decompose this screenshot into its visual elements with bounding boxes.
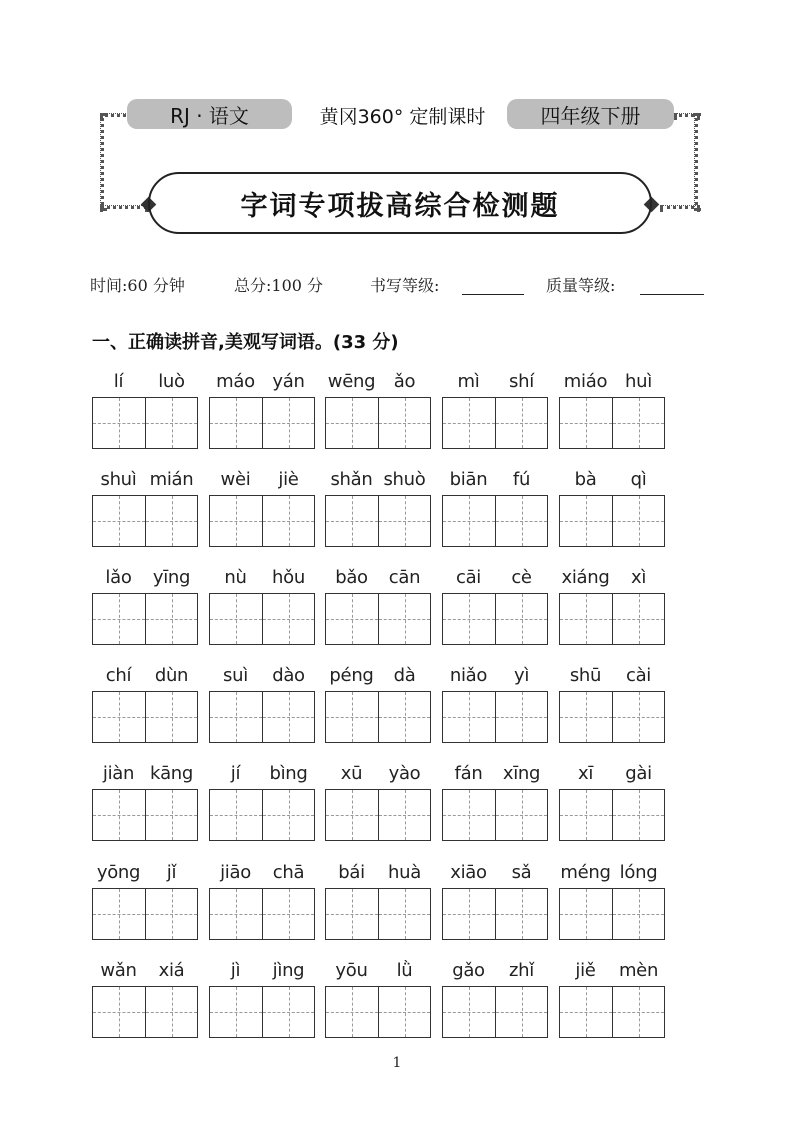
quality-grade-label: 质量等级: [546,276,616,295]
writing-box[interactable] [559,593,665,645]
pinyin-syllable: yì [513,665,530,686]
character-square[interactable] [262,889,314,939]
character-square[interactable] [326,889,378,939]
character-square[interactable] [210,594,262,644]
pinyin-syllable: wēng [327,371,376,392]
character-square[interactable] [612,398,664,448]
writing-box[interactable] [325,397,431,449]
pinyin-label [442,763,548,787]
pinyin-syllable: jiàn [102,763,135,784]
pinyin-syllable: gǎo [452,960,485,981]
character-square[interactable] [93,987,145,1037]
pinyin-syllable: xiáng [561,567,610,588]
character-square[interactable] [560,987,612,1037]
pinyin-syllable: péng [329,665,374,686]
pinyin-syllable: lǎo [105,567,132,588]
writing-grade-label: 书写等级: [370,276,440,295]
character-square[interactable] [378,987,430,1037]
character-square[interactable] [612,790,664,840]
pinyin-syllable: shǎn [330,469,373,490]
character-square[interactable] [326,987,378,1037]
pinyin-label [209,763,315,787]
character-square[interactable] [495,692,547,742]
pinyin-label [325,567,431,591]
pinyin-syllable: jiě [575,960,596,981]
page-number: 1 [392,1055,402,1071]
character-square[interactable] [378,790,430,840]
writing-box[interactable] [325,691,431,743]
pinyin-syllable: cài [625,665,652,686]
total-score-label: 总分:100 分 [234,276,324,295]
pinyin-syllable: yōu [335,960,368,981]
pinyin-syllable: qì [630,469,647,490]
pinyin-label [559,567,665,591]
character-square[interactable] [495,987,547,1037]
pinyin-label [325,371,431,395]
writing-box[interactable] [209,593,315,645]
character-square[interactable] [210,889,262,939]
character-square[interactable] [495,496,547,546]
pinyin-syllable: fán [454,763,483,784]
pinyin-syllable: cè [511,567,532,588]
character-square[interactable] [495,398,547,448]
pinyin-syllable: miáo [563,371,608,392]
pinyin-syllable: niǎo [449,665,488,686]
writing-box[interactable] [92,888,198,940]
writing-box[interactable] [442,495,548,547]
pinyin-label [325,665,431,689]
pinyin-syllable: shū [569,665,602,686]
pinyin-syllable: chí [105,665,132,686]
pinyin-syllable: máo [216,371,255,392]
character-square[interactable] [612,496,664,546]
character-square[interactable] [495,790,547,840]
pinyin-syllable: gài [625,763,652,784]
writing-box[interactable] [442,397,548,449]
pinyin-syllable: yán [272,371,305,392]
writing-box[interactable] [559,986,665,1038]
writing-box[interactable] [92,789,198,841]
pinyin-syllable: xīng [502,763,541,784]
pinyin-label [442,665,548,689]
pinyin-syllable: jì [230,960,241,981]
character-square[interactable] [262,594,314,644]
character-square[interactable] [378,692,430,742]
series-label: 黄冈360° 定制课时 [319,105,486,128]
character-square[interactable] [443,398,495,448]
character-square[interactable] [560,496,612,546]
pinyin-syllable: jǐ [166,862,177,883]
pinyin-syllable: shí [509,371,534,392]
pinyin-label [209,960,315,984]
pinyin-label [325,960,431,984]
character-square[interactable] [93,496,145,546]
pinyin-syllable: cān [388,567,421,588]
character-square[interactable] [145,398,197,448]
pinyin-syllable: yào [388,763,421,784]
pinyin-syllable: yōng [96,862,141,883]
pinyin-syllable: lí [113,371,124,392]
pinyin-syllable: jiè [278,469,299,490]
pinyin-label [559,665,665,689]
character-square[interactable] [145,692,197,742]
writing-box[interactable] [92,397,198,449]
character-square[interactable] [378,594,430,644]
pinyin-label [442,862,548,886]
character-square[interactable] [262,496,314,546]
writing-box[interactable] [442,789,548,841]
character-square[interactable] [378,889,430,939]
writing-box[interactable] [559,691,665,743]
pinyin-syllable: nù [224,567,247,588]
character-square[interactable] [326,790,378,840]
character-square[interactable] [262,790,314,840]
writing-box[interactable] [209,495,315,547]
pinyin-syllable: jiāo [220,862,251,883]
pinyin-label [559,371,665,395]
pinyin-syllable: suì [223,665,248,686]
character-square[interactable] [262,398,314,448]
character-square[interactable] [326,496,378,546]
writing-box[interactable] [209,397,315,449]
character-square[interactable] [93,594,145,644]
writing-box[interactable] [92,495,198,547]
character-square[interactable] [378,496,430,546]
pinyin-syllable: fú [512,469,531,490]
pinyin-syllable: luò [158,371,185,392]
pinyin-label [442,567,548,591]
pinyin-syllable: méng [560,862,611,883]
pinyin-syllable: dùn [154,665,189,686]
pinyin-syllable: bái [338,862,365,883]
character-square[interactable] [443,790,495,840]
character-square[interactable] [93,790,145,840]
character-square[interactable] [560,889,612,939]
pinyin-syllable: sǎ [511,862,532,883]
pinyin-syllable: shuò [383,469,426,490]
pinyin-label [209,469,315,493]
pinyin-syllable: lóng [619,862,658,883]
pinyin-syllable: dà [393,665,416,686]
writing-box[interactable] [325,495,431,547]
character-square[interactable] [612,987,664,1037]
pinyin-syllable: jí [230,763,241,784]
character-square[interactable] [210,398,262,448]
character-square[interactable] [210,987,262,1037]
writing-box[interactable] [209,888,315,940]
pinyin-label [325,763,431,787]
pinyin-label [92,469,198,493]
pinyin-syllable: dào [272,665,305,686]
character-square[interactable] [612,594,664,644]
pinyin-syllable: shuì [100,469,137,490]
pinyin-label [559,862,665,886]
character-square[interactable] [560,594,612,644]
character-square[interactable] [495,889,547,939]
pinyin-syllable: lǜ [396,960,413,981]
character-square[interactable] [262,692,314,742]
character-square[interactable] [262,987,314,1037]
pinyin-label [209,567,315,591]
pinyin-syllable: xiá [158,960,185,981]
writing-box[interactable] [325,789,431,841]
pinyin-syllable: xì [630,567,647,588]
pinyin-label [92,665,198,689]
pinyin-syllable: kāng [149,763,194,784]
writing-box[interactable] [92,593,198,645]
character-square[interactable] [145,790,197,840]
pinyin-syllable: huà [388,862,421,883]
writing-box[interactable] [325,593,431,645]
pinyin-syllable: mèn [618,960,659,981]
writing-box[interactable] [559,888,665,940]
character-square[interactable] [326,398,378,448]
character-square[interactable] [443,496,495,546]
pinyin-syllable: wèi [220,469,251,490]
pinyin-label [442,960,548,984]
character-square[interactable] [93,692,145,742]
character-square[interactable] [560,398,612,448]
pinyin-syllable: wǎn [100,960,137,981]
section-heading: 一、正确读拼音,美观写词语。(33 分) [92,332,399,353]
subject-badge: RJ · 语文 [127,99,292,129]
pinyin-label [442,469,548,493]
pinyin-syllable: yīng [152,567,191,588]
pinyin-label [209,371,315,395]
character-square[interactable] [326,692,378,742]
page-title: 字词专项拔高综合检测题 [240,190,560,222]
character-square[interactable] [612,889,664,939]
pinyin-syllable: bǎo [335,567,368,588]
pinyin-label [92,763,198,787]
pinyin-label [325,862,431,886]
grade-badge: 四年级下册 [507,99,674,129]
pinyin-syllable: ǎo [393,371,416,392]
pinyin-syllable: mián [149,469,194,490]
pinyin-syllable: bà [574,469,597,490]
character-square[interactable] [560,692,612,742]
pinyin-label [442,371,548,395]
writing-box[interactable] [209,986,315,1038]
writing-box[interactable] [325,986,431,1038]
writing-box[interactable] [325,888,431,940]
pinyin-label [559,763,665,787]
writing-box[interactable] [209,789,315,841]
pinyin-syllable: huì [625,371,652,392]
writing-box[interactable] [442,986,548,1038]
pinyin-syllable: xiāo [450,862,487,883]
writing-box[interactable] [442,593,548,645]
pinyin-syllable: hǒu [272,567,305,588]
pinyin-label [209,665,315,689]
writing-box[interactable] [442,691,548,743]
writing-box[interactable] [559,789,665,841]
character-square[interactable] [145,496,197,546]
pinyin-syllable: xū [340,763,363,784]
writing-box[interactable] [442,888,548,940]
character-square[interactable] [210,496,262,546]
character-square[interactable] [378,398,430,448]
pinyin-label [559,469,665,493]
character-square[interactable] [145,987,197,1037]
pinyin-label [209,862,315,886]
pinyin-syllable: biān [449,469,488,490]
character-square[interactable] [93,889,145,939]
time-label: 时间:60 分钟 [90,276,185,295]
writing-box[interactable] [559,495,665,547]
writing-box[interactable] [92,691,198,743]
pinyin-label [92,371,198,395]
character-square[interactable] [210,790,262,840]
pinyin-syllable: bìng [269,763,308,784]
writing-box[interactable] [209,691,315,743]
pinyin-label [92,960,198,984]
character-square[interactable] [495,594,547,644]
pinyin-label [325,469,431,493]
character-square[interactable] [326,594,378,644]
pinyin-label [559,960,665,984]
character-square[interactable] [560,790,612,840]
writing-box[interactable] [92,986,198,1038]
character-square[interactable] [443,987,495,1037]
pinyin-label [92,862,198,886]
pinyin-syllable: zhǐ [509,960,534,981]
character-square[interactable] [443,889,495,939]
character-square[interactable] [145,889,197,939]
character-square[interactable] [210,692,262,742]
pinyin-syllable: cāi [455,567,482,588]
pinyin-syllable: jìng [272,960,305,981]
character-square[interactable] [93,398,145,448]
pinyin-label [92,567,198,591]
pinyin-syllable: chā [272,862,305,883]
character-square[interactable] [443,692,495,742]
pinyin-syllable: mì [457,371,480,392]
character-square[interactable] [612,692,664,742]
pinyin-syllable: xī [577,763,594,784]
writing-box[interactable] [559,397,665,449]
character-square[interactable] [145,594,197,644]
character-square[interactable] [443,594,495,644]
